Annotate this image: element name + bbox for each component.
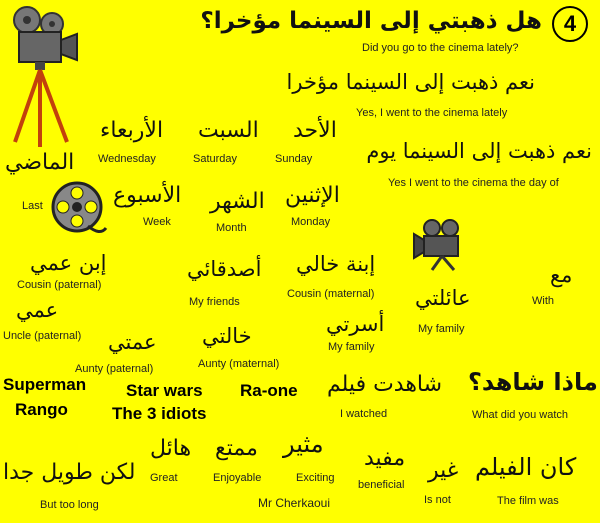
monday-ar: الإثنين	[285, 183, 340, 208]
what-watch-en: What did you watch	[472, 409, 568, 421]
film-3idiots: The 3 idiots	[112, 404, 207, 423]
aunty-maternal-ar: خالتي	[202, 324, 252, 348]
week-en: Week	[143, 216, 171, 228]
family2-ar: عائلتي	[415, 286, 471, 310]
film-starwars: Star wars	[126, 381, 203, 400]
answer1-en: Yes, I went to the cinema lately	[356, 107, 508, 119]
aunty-paternal-en: Aunty (paternal)	[75, 363, 154, 375]
beneficial-en: beneficial	[358, 479, 405, 491]
friends-en: My friends	[189, 296, 240, 308]
great-ar: هائل	[150, 436, 192, 461]
great-en: Great	[150, 472, 178, 484]
cousin-maternal-ar: إبنة خالي	[296, 252, 376, 276]
enjoyable-ar: ممتع	[215, 436, 258, 461]
answer1-ar: نعم ذهبت إلى السينما مؤخرا	[286, 70, 535, 94]
cousin-paternal-en: Cousin (paternal)	[17, 279, 102, 291]
film-reel-icon	[48, 178, 110, 240]
beneficial-ar: مفيد	[364, 446, 406, 471]
cousin-paternal-ar: إبن عمي	[30, 251, 107, 275]
with-ar: مع	[550, 263, 573, 287]
monday-en: Monday	[291, 216, 331, 228]
sunday-en: Sunday	[275, 153, 313, 165]
aunty-maternal-en: Aunty (maternal)	[198, 358, 280, 370]
friends-ar: أصدقائي	[187, 257, 262, 281]
what-watch-ar: ماذا شاهد؟	[468, 368, 598, 396]
last-ar: الماضي	[5, 150, 75, 175]
answer2-ar: نعم ذهبت إلى السينما يوم	[366, 139, 592, 163]
filmwas-ar: كان الفيلم	[475, 453, 577, 481]
film-rango: Rango	[15, 400, 68, 419]
sunday-ar: الأحد	[293, 118, 337, 143]
question-title-ar: هل ذهبتي إلى السينما مؤخرا؟	[200, 8, 542, 34]
film-raone: Ra-one	[240, 381, 298, 400]
watched-en: I watched	[340, 408, 388, 420]
aunty-paternal-ar: عمتي	[108, 330, 157, 354]
saturday-en: Saturday	[193, 153, 238, 165]
toolong-en: But too long	[40, 499, 99, 511]
question-number-badge: 4	[552, 6, 588, 42]
toolong-ar: لكن طويل جدا	[3, 460, 136, 485]
family-en: My family	[328, 341, 375, 353]
cousin-maternal-en: Cousin (maternal)	[287, 288, 375, 300]
film-superman: Superman	[3, 375, 87, 394]
wednesday-ar: الأربعاء	[100, 118, 164, 143]
month-ar: الشهر	[210, 189, 265, 214]
uncle-ar: عمي	[16, 298, 59, 322]
saturday-ar: السبت	[198, 118, 259, 143]
filmwas-en: The film was	[497, 495, 559, 507]
movie-camera-icon	[5, 2, 90, 152]
uncle-en: Uncle (paternal)	[3, 330, 82, 342]
exciting-en: Exciting	[296, 472, 335, 484]
enjoyable-en: Enjoyable	[213, 472, 262, 484]
month-en: Month	[216, 222, 247, 234]
isnot-ar: غير	[428, 458, 459, 483]
family2-en: My family	[418, 323, 465, 335]
answer2-en: Yes I went to the cinema the day of	[388, 177, 559, 189]
isnot-en: Is not	[424, 494, 451, 506]
wednesday-en: Wednesday	[98, 153, 156, 165]
watched-ar: شاهدت فيلم	[327, 372, 443, 397]
last-en: Last	[22, 200, 43, 212]
family-ar: أسرتي	[326, 312, 385, 336]
with-en: With	[532, 295, 554, 307]
week-ar: الأسبوع	[113, 183, 182, 208]
exciting-ar: مثير	[283, 430, 324, 458]
projector-icon	[412, 218, 482, 273]
author-credit: Mr Cherkaoui	[258, 496, 331, 510]
question-title-en: Did you go to the cinema lately?	[362, 42, 519, 54]
